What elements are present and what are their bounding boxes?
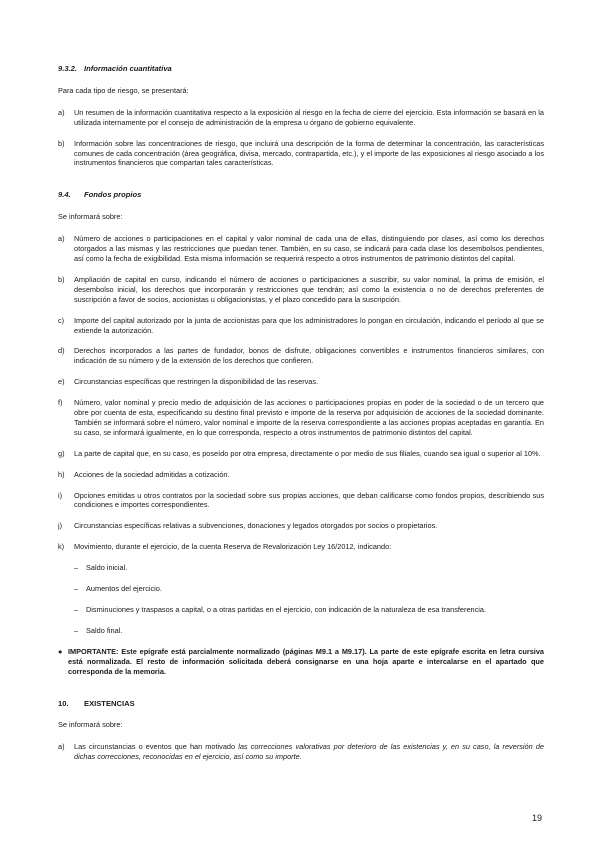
sub-list-item — [74, 584, 544, 594]
list-item — [58, 491, 544, 511]
list-item — [58, 234, 544, 264]
sub-list-text: Saldo final. — [86, 625, 123, 635]
list-text: Ampliación de capital en curso, indicando el número de acciones o participaciones a suscribir, su valor nominal, la prima de emisión, el desembolso inicial, los derechos que incorporarán y restricciones que tendrán; así como la existencia o no de derechos preferentes de suscripción a favor de socios, accionistas u obligacionistas, y el plazo concedido para la suscripción. — [74, 274, 544, 304]
list-item — [58, 316, 544, 336]
dash-mark: – — [74, 584, 79, 594]
page-number: 19 — [531, 813, 542, 823]
list-label: b) — [58, 138, 65, 148]
list-text: Derechos incorporados a las partes de fundador, bonos de disfrute, obligaciones convertibles e instrumentos financieros similares, con indicación de su número y de la extensión de los derechos que confieren. — [74, 346, 544, 366]
list-text: Un resumen de la información cuantitativa respecto a la exposición al riesgo en la fecha de cierre del ejercicio. Esta información se basará en la utilizada internamente por el consejo de administración de la empresa u órgano de gobierno equivalente. — [74, 107, 544, 127]
section-title: EXISTENCIAS — [84, 698, 135, 708]
document-page — [58, 64, 544, 773]
dash-mark: – — [74, 625, 79, 635]
list-text: Movimiento, durante el ejercicio, de la cuenta Reserva de Revalorización Ley 16/2012, indicando: — [74, 542, 392, 552]
list-item — [58, 108, 544, 128]
sub-list-text: Disminuciones y traspasos a capital, o a otras partidas en el ejercicio, con indicación de la naturaleza de esa transferencia. — [86, 605, 487, 614]
section-number: 10. — [58, 698, 69, 708]
section-title: Información cuantitativa — [84, 64, 172, 73]
list-label: c) — [58, 315, 65, 325]
list-text: Circunstancias específicas relativas a subvenciones, donaciones y legados otorgados por socios o propietarios. — [74, 521, 438, 531]
important-note-text: IMPORTANTE: Este epígrafe está parcialmente normalizado (páginas M9.1 a M9.17). La parte de este epígrafe escrita en letra cursiva está normalizada. El resto de información solicitada deberá consignarse en una hoja aparte e intercalarse en el apartado que corresponda de la memoria. — [68, 646, 544, 676]
list-item — [58, 139, 544, 169]
list-text: La parte de capital que, en su caso, es poseído por otra empresa, directamente o por medio de sus filiales, cuando sea igual o superior al 10%. — [74, 448, 541, 458]
sub-list-item — [74, 605, 544, 615]
list-item — [58, 742, 544, 762]
list-text: Información sobre las concentraciones de riesgo, que incluirá una descripción de la forma de determinar la concentración, las características comunes de cada concentración (área geográfica, divisa, mercado, contrapartida, etc.), y el importe de las exposiciones al riesgo asociado a los instrumentos financieros que compartan tales características. — [74, 138, 544, 168]
list-label: f) — [58, 398, 63, 408]
list-text-plain: Las circunstancias o eventos que han motivado — [74, 742, 239, 752]
list-text: Circunstancias específicas que restringen la disponibilidad de las reservas. — [74, 377, 319, 387]
list-label: h) — [58, 469, 65, 479]
list-text: Opciones emitidas u otros contratos por la sociedad sobre sus propias acciones, que deban calificarse como fondos propios, describiendo sus condiciones e importes correspondientes. — [74, 490, 544, 510]
list-label: a) — [58, 107, 65, 117]
list-label: e) — [58, 377, 65, 387]
sub-list-text: Saldo inicial. — [86, 563, 128, 573]
section-heading-9-3-2 — [58, 64, 544, 74]
list-item — [58, 377, 544, 387]
list-text: Número, valor nominal y precio medio de adquisición de las acciones o participaciones propias en poder de la sociedad o de un tercero que obre por cuenta de esta, especificando su destino final previsto e importe de la reserva por adquisición de acciones de la sociedad dominante. También se informará sobre el número, valor nominal e importe de la reserva correspondiente a las acciones propias aceptadas en garantía. En su caso, se informará igualmente, en lo que corresponda, respecto a otros instrumentos de patrimonio distintos del capital. — [74, 398, 544, 437]
list-item — [58, 470, 544, 480]
section-heading-9-4 — [58, 190, 544, 200]
list-text: Importe del capital autorizado por la junta de accionistas para que los administradores lo pongan en circulación, indicando el período al que se extiende la autorización. — [74, 315, 544, 335]
list-label: b) — [58, 274, 65, 284]
list-text: Acciones de la sociedad admitidas a cotización. — [74, 469, 230, 479]
list-text — [74, 742, 544, 762]
list-label: j) — [58, 521, 63, 531]
list-text: Número de acciones o participaciones en el capital y valor nominal de cada una de ellas, distinguiendo por clases, así como los derechos otorgados a las mismas y las restricciones que puedan tener. También, en su caso, se indicará para cada clase los desembolsos pendientes, así como la fecha de exigibilidad. Esta misma información se requerirá respecto a otros instrumentos de patrimonio distintos del capital. — [74, 234, 544, 263]
list-item — [58, 521, 544, 531]
list-label: a) — [58, 234, 65, 244]
section-title: Fondos propios — [84, 190, 142, 200]
list-label: k) — [58, 542, 65, 552]
list-label: g) — [58, 448, 65, 458]
list-label: d) — [58, 346, 65, 356]
bullet-icon: ● — [58, 646, 63, 656]
section-number: 9.4. — [58, 190, 71, 200]
list-label: a) — [58, 742, 65, 752]
section-intro: Se informará sobre: — [58, 212, 123, 222]
dash-mark: – — [74, 563, 79, 573]
sub-list-text: Aumentos del ejercicio. — [86, 584, 162, 594]
list-item — [58, 346, 544, 366]
list-item — [58, 398, 544, 438]
section-intro: Se informará sobre: — [58, 720, 123, 730]
list-text-italic: las correcciones valorativas por deterioro de las existencias y, en su caso, la reversión de dichas correcciones, reconocidas en el ejercicio, así como su importe. — [74, 742, 545, 762]
sub-list-item — [74, 626, 544, 636]
list-label: i) — [58, 490, 63, 500]
list-item — [58, 449, 544, 459]
dash-mark: – — [74, 605, 79, 614]
section-number: 9.3.2. — [58, 64, 77, 73]
section-intro: Para cada tipo de riesgo, se presentará: — [58, 85, 189, 95]
section-heading-10 — [58, 699, 544, 709]
list-item — [58, 275, 544, 305]
list-item — [58, 542, 544, 552]
sub-list-item — [74, 563, 544, 573]
important-note — [58, 647, 544, 677]
